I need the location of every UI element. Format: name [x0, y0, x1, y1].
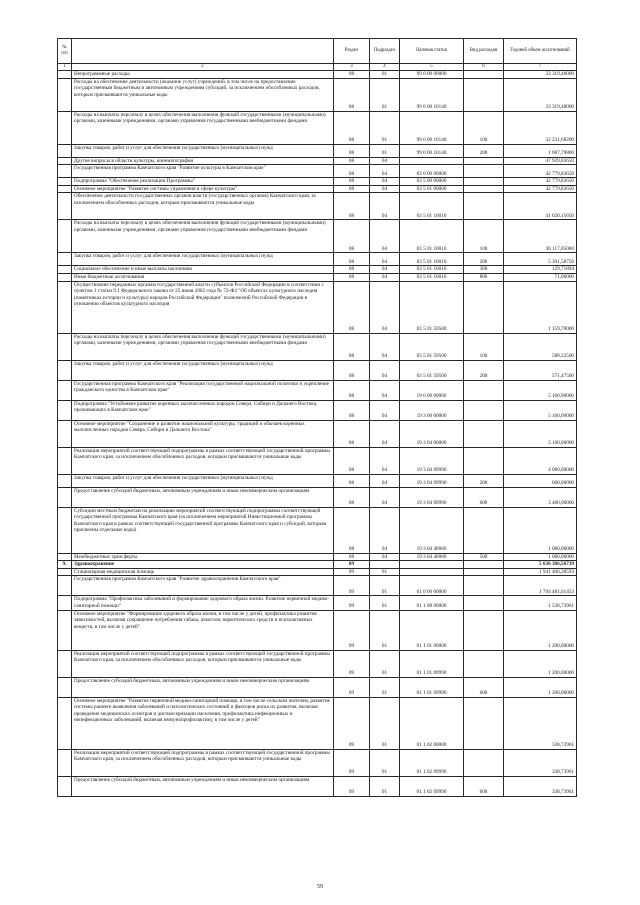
row-razdel: 09: [334, 568, 370, 576]
row-csr: 19 3 04 00000: [400, 420, 464, 447]
row-csr: 03 5 01 10010: [400, 253, 464, 266]
row-razdel: 08: [334, 281, 370, 333]
row-razdel: 08: [334, 185, 370, 193]
row-number: [58, 281, 72, 333]
row-podrazdel: 04: [370, 420, 400, 447]
row-name: Закупка товаров, работ и услуг для обеспечения государственных (муниципальных) нужд: [72, 360, 334, 380]
row-number: [58, 596, 72, 610]
row-name: Стационарная медицинская помощь: [72, 568, 334, 576]
row-razdel: 08: [334, 400, 370, 420]
row-csr: 03 5 01 59500: [400, 360, 464, 380]
row-number: [58, 447, 72, 474]
row-vr: [464, 400, 504, 420]
row-razdel: 09: [334, 561, 370, 569]
row-razdel: 08: [334, 333, 370, 360]
row-razdel: 08: [334, 273, 370, 281]
table-row: [58, 333, 577, 360]
row-number: [58, 333, 72, 360]
row-csr: 03 5 00 00000: [400, 178, 464, 186]
row-name: Подпрограмма "Профилактика заболеваний и формирование здорового образа жизни. Развитие первичной медико-санитарной помощи": [72, 596, 334, 610]
row-name: Иные бюджетные ассигнования: [72, 273, 334, 281]
table-row: [58, 447, 577, 474]
row-number: [58, 400, 72, 420]
row-sum: 1 941 406,28593: [504, 568, 577, 576]
row-vr: [464, 71, 504, 79]
row-number: [58, 157, 72, 165]
row-razdel: 08: [334, 380, 370, 400]
row-name: Подпрограмма "Устойчивое развитие коренных малочисленных народов Севера, Сибири и Дальнего Востока, проживающих в Камчатском крае": [72, 400, 334, 420]
row-name: Основное мероприятие "Развитие системы управления в сфере культуры": [72, 185, 334, 193]
table-row: [58, 568, 577, 576]
table-row: [58, 178, 577, 186]
table-row: [58, 220, 577, 253]
row-number: [58, 273, 72, 281]
row-name: Государственная программа Камчатского края "Реализация государственной национальной политики и укрепление гражданского единства в Камчатском крае": [72, 380, 334, 400]
colnum-1: 1: [58, 64, 72, 71]
row-razdel: 08: [334, 178, 370, 186]
row-csr: 03 5 01 10010: [400, 273, 464, 281]
row-name: Государственная программа Камчатского края "Развитие здравоохранения Камчатского края": [72, 576, 334, 596]
table-row: [58, 561, 577, 569]
row-sum: 42 779,83650: [504, 165, 577, 178]
row-podrazdel: 04: [370, 474, 400, 487]
row-sum: 1 538,73961: [504, 596, 577, 610]
row-razdel: 08: [334, 447, 370, 474]
row-number: [58, 568, 72, 576]
row-number: [58, 360, 72, 380]
row-sum: 588,22500: [504, 333, 577, 360]
row-csr: 19 3 00 00000: [400, 400, 464, 420]
row-number: [58, 111, 72, 144]
row-csr: 03 5 01 10010: [400, 266, 464, 274]
row-vr: [464, 157, 504, 165]
row-number: [58, 165, 72, 178]
row-csr: 03 5 01 59500: [400, 281, 464, 333]
row-sum: 42 779,83650: [504, 178, 577, 186]
table-body: [58, 71, 577, 797]
table-row: [58, 165, 577, 178]
row-number: [58, 253, 72, 266]
row-name: Государственная программа Камчатского края "Развитие культуры в Камчатском крае": [72, 165, 334, 178]
row-vr: 200: [464, 144, 504, 157]
table-row: [58, 78, 577, 111]
row-razdel: 09: [334, 596, 370, 610]
row-number: [58, 507, 72, 553]
row-razdel: 08: [334, 507, 370, 553]
row-podrazdel: 04: [370, 193, 400, 220]
row-razdel: 08: [334, 220, 370, 253]
row-sum: 33 319,48000: [504, 78, 577, 111]
row-sum: 71,00000: [504, 273, 577, 281]
row-podrazdel: 01: [370, 677, 400, 697]
budget-table: [57, 38, 577, 797]
row-podrazdel: 04: [370, 273, 400, 281]
row-name: Расходы на обеспечение деятельности (оказание услуг) учреждений, в том числе на предоставление государственным бюджетным и автономным учреждениям субсидий, за исключением обособленных расходов, которым присваиваются уникальные коды: [72, 78, 334, 111]
row-podrazdel: 01: [370, 610, 400, 650]
table-row: [58, 596, 577, 610]
row-sum: 1 087,79800: [504, 144, 577, 157]
row-name: Непрограммные расходы: [72, 71, 334, 79]
row-vr: 300: [464, 266, 504, 274]
row-vr: 100: [464, 111, 504, 144]
row-name: Социальное обеспечение и иные выплаты населению: [72, 266, 334, 274]
row-csr: 01 1 02 09990: [400, 776, 464, 796]
row-podrazdel: 01: [370, 568, 400, 576]
row-name: Обеспечение деятельности государственных органов власти (государственных органов) Камчатского края, за исключением обособленных расходов, которым присваиваются уникальные коды: [72, 193, 334, 220]
row-vr: [464, 193, 504, 220]
row-number: [58, 487, 72, 507]
table-row: [58, 185, 577, 193]
table-row: [58, 281, 577, 333]
row-podrazdel: 01: [370, 650, 400, 677]
row-number: [58, 193, 72, 220]
row-podrazdel: 04: [370, 507, 400, 553]
row-vr: 500: [464, 553, 504, 561]
row-number: [58, 220, 72, 253]
table-row: [58, 400, 577, 420]
row-vr: 100: [464, 333, 504, 360]
row-vr: [464, 507, 504, 553]
row-csr: 99 0 00 10140: [400, 78, 464, 111]
table-row: [58, 553, 577, 561]
row-name: Другие вопросы в области культуры, кинематографии: [72, 157, 334, 165]
row-razdel: 08: [334, 360, 370, 380]
row-csr: 01 0 00 00000: [400, 576, 464, 596]
row-podrazdel: 04: [370, 281, 400, 333]
row-csr: 99 0 00 10140: [400, 144, 464, 157]
row-csr: [400, 568, 464, 576]
row-podrazdel: 04: [370, 400, 400, 420]
row-sum: 338,73961: [504, 697, 577, 749]
row-razdel: 08: [334, 193, 370, 220]
row-sum: 5 301,58756: [504, 253, 577, 266]
row-name: Межбюджетные трансферты: [72, 553, 334, 561]
row-sum: 5 160,00000: [504, 380, 577, 400]
row-razdel: 09: [334, 650, 370, 677]
header-podrazdel: Подраздел: [370, 39, 400, 64]
row-csr: 03 0 00 00000: [400, 165, 464, 178]
row-sum: 4 080,00000: [504, 447, 577, 474]
table-row: [58, 157, 577, 165]
row-csr: 01 1 02 00000: [400, 697, 464, 749]
row-name: Основное мероприятие "Сохранение и развитие национальной культуры, традиций и обычаев коренных малочисленных народов Севера, Сибири и Дальнего Востока": [72, 420, 334, 447]
row-csr: 03 5 01 00000: [400, 185, 464, 193]
row-podrazdel: 01: [370, 71, 400, 79]
row-number: [58, 420, 72, 447]
row-sum: 1 080,00000: [504, 507, 577, 553]
row-sum: 1 159,70000: [504, 281, 577, 333]
row-csr: 99 0 00 10140: [400, 111, 464, 144]
table-row: [58, 576, 577, 596]
row-podrazdel: 04: [370, 253, 400, 266]
row-sum: 3 480,00000: [504, 487, 577, 507]
row-vr: [464, 281, 504, 333]
table-row: [58, 507, 577, 553]
row-sum: 32 231,68200: [504, 111, 577, 144]
row-razdel: 08: [334, 78, 370, 111]
row-number: [58, 78, 72, 111]
table-row: [58, 749, 577, 776]
row-razdel: 08: [334, 144, 370, 157]
row-name: Здравоохранение: [72, 561, 334, 569]
row-sum: 5 160,00000: [504, 400, 577, 420]
row-podrazdel: 01: [370, 78, 400, 111]
row-name: Основное мероприятие "Развитие первичной медико-санитарной помощи, в том числе сельским жителям, развитие системы раннего выявления заболеваний и патологических состояний и факторов риска их развития, включая проведение медицинских осмотров и диспансеризации населения, профилактика инфекционных и неинфекционных заболеваний, включая иммунопрофилактику, в том числе у детей": [72, 697, 334, 749]
table-row: [58, 610, 577, 650]
column-number-row: [58, 64, 577, 71]
header-num: № п/п: [58, 39, 72, 64]
row-csr: 19 0 00 00000: [400, 380, 464, 400]
row-number: [58, 749, 72, 776]
row-sum: 1 200,00000: [504, 610, 577, 650]
table-row: [58, 266, 577, 274]
row-vr: [464, 380, 504, 400]
row-podrazdel: 04: [370, 447, 400, 474]
colnum-3: 3: [334, 64, 370, 71]
table-row: [58, 380, 577, 400]
row-vr: 200: [464, 360, 504, 380]
row-razdel: 08: [334, 474, 370, 487]
row-podrazdel: 01: [370, 776, 400, 796]
row-csr: 03 5 01 10010: [400, 220, 464, 253]
header-name: [72, 39, 334, 64]
row-csr: 19 3 04 09990: [400, 447, 464, 474]
row-sum: 36 117,85000: [504, 220, 577, 253]
row-sum: 42 779,83650: [504, 185, 577, 193]
table-row: [58, 253, 577, 266]
row-vr: [464, 568, 504, 576]
row-name: Закупка товаров, работ и услуг для обеспечения государственных (муниципальных) нужд: [72, 144, 334, 157]
header-csr: Целевая статья: [400, 39, 464, 64]
colnum-2: 2: [72, 64, 334, 71]
row-vr: 600: [464, 487, 504, 507]
header-sum: Годовой объем ассигнований: [504, 39, 577, 64]
table-header-row: [58, 39, 577, 64]
table-row: [58, 360, 577, 380]
row-razdel: 08: [334, 165, 370, 178]
row-name: Основное мероприятие "Формирование здорового образа жизни, в том числе у детей, профилактика развития зависимостей, включая сокращение потребления табака, алкоголя, наркотических средств и психоактивных веществ, в том числе у детей": [72, 610, 334, 650]
row-number: [58, 576, 72, 596]
row-number: [58, 144, 72, 157]
row-name: Закупка товаров, работ и услуг для обеспечения государственных (муниципальных) нужд: [72, 253, 334, 266]
table-row: [58, 111, 577, 144]
row-name: Расходы на выплаты персоналу в целях обеспечения выполнения функций государственными (муниципальными) органами, казенными учреждениями, органами управления государственными внебюджетными фондами: [72, 220, 334, 253]
table-row: [58, 487, 577, 507]
budget-table-sheet: [57, 38, 576, 797]
row-csr: [400, 157, 464, 165]
colnum-7: 7: [504, 64, 577, 71]
row-razdel: 08: [334, 71, 370, 79]
row-csr: 03 5 01 59500: [400, 333, 464, 360]
row-podrazdel: 04: [370, 185, 400, 193]
row-number: [58, 185, 72, 193]
row-sum: 5 160,00000: [504, 420, 577, 447]
row-name: Предоставление субсидий бюджетным, автономным учреждениям и иным некоммерческим организациям: [72, 776, 334, 796]
row-razdel: 08: [334, 253, 370, 266]
row-name: Расходы на выплаты персоналу в целях обеспечения выполнения функций государственными (муниципальными) органами, казенными учреждениями, органами управления государственными внебюджетными фондами: [72, 111, 334, 144]
row-podrazdel: 04: [370, 220, 400, 253]
row-number: [58, 610, 72, 650]
row-vr: 100: [464, 220, 504, 253]
row-number: [58, 776, 72, 796]
row-csr: [400, 561, 464, 569]
row-razdel: 09: [334, 776, 370, 796]
row-name: Предоставление субсидий бюджетным, автономным учреждениям и иным некоммерческим организациям: [72, 487, 334, 507]
table-row: [58, 193, 577, 220]
row-podrazdel: 04: [370, 157, 400, 165]
row-vr: [464, 561, 504, 569]
row-csr: 01 1 00 00000: [400, 596, 464, 610]
row-vr: 200: [464, 474, 504, 487]
row-number: 9.: [58, 561, 72, 569]
row-vr: [464, 78, 504, 111]
row-number: [58, 71, 72, 79]
table-row: [58, 144, 577, 157]
row-podrazdel: 04: [370, 165, 400, 178]
table-row: [58, 71, 577, 79]
row-vr: [464, 596, 504, 610]
row-name: Подпрограмма "Обеспечение реализации Программы": [72, 178, 334, 186]
row-sum: 1 200,00000: [504, 677, 577, 697]
row-number: [58, 178, 72, 186]
row-csr: 19 3 04 09990: [400, 474, 464, 487]
header-vr: Вид расходов: [464, 39, 504, 64]
row-sum: 129,71894: [504, 266, 577, 274]
row-number: [58, 553, 72, 561]
row-vr: 600: [464, 677, 504, 697]
row-podrazdel: 01: [370, 111, 400, 144]
row-podrazdel: 04: [370, 553, 400, 561]
row-number: [58, 650, 72, 677]
page-number: 59: [317, 884, 323, 890]
row-razdel: 09: [334, 677, 370, 697]
row-podrazdel: 01: [370, 576, 400, 596]
row-vr: [464, 185, 504, 193]
row-name: Реализация мероприятий соответствующей подпрограммы в рамках соответствующей государственной программы Камчатского края, за исключением обособленных расходов, которым присваиваются уникальные коды: [72, 749, 334, 776]
row-razdel: 08: [334, 111, 370, 144]
row-razdel: 08: [334, 553, 370, 561]
row-razdel: 08: [334, 266, 370, 274]
row-number: [58, 380, 72, 400]
row-vr: [464, 610, 504, 650]
row-razdel: 09: [334, 576, 370, 596]
row-podrazdel: 04: [370, 487, 400, 507]
row-csr: 01 1 02 09990: [400, 749, 464, 776]
table-row: [58, 677, 577, 697]
row-vr: [464, 420, 504, 447]
table-row: [58, 650, 577, 677]
row-csr: 01 1 01 09990: [400, 650, 464, 677]
row-csr: 19 3 04 40060: [400, 553, 464, 561]
row-number: [58, 266, 72, 274]
row-sum: 1 200,00000: [504, 650, 577, 677]
row-name: Субсидии местным бюджетам на реализацию мероприятий соответствующей подпрограммы соответствующей государственной программы Камчатского края (за исключением мероприятий Инвестиционной программы Камчатского края в рамках соответствующей государственной программы Камчатского края и субсидий, которым присвоены отдельные коды): [72, 507, 334, 553]
row-sum: 600,00000: [504, 474, 577, 487]
row-sum: 338,73961: [504, 776, 577, 796]
row-name: Реализация мероприятий соответствующей подпрограммы в рамках соответствующей государственной программы Камчатского края, за исключением обособленных расходов, которым присваиваются уникальные коды: [72, 650, 334, 677]
row-vr: [464, 178, 504, 186]
row-csr: 19 3 04 09990: [400, 487, 464, 507]
row-razdel: 08: [334, 420, 370, 447]
table-row: [58, 273, 577, 281]
row-csr: 99 0 00 00000: [400, 71, 464, 79]
row-sum: 338,73961: [504, 749, 577, 776]
row-podrazdel: 01: [370, 596, 400, 610]
row-sum: 5 636 386,56739: [504, 561, 577, 569]
table-row: [58, 776, 577, 796]
row-sum: 41 620,15650: [504, 193, 577, 220]
row-csr: 01 1 01 09990: [400, 677, 464, 697]
header-razdel: Раздел: [334, 39, 370, 64]
row-sum: 1 080,00000: [504, 553, 577, 561]
row-razdel: 08: [334, 487, 370, 507]
row-name: Закупка товаров, работ и услуг для обеспечения государственных (муниципальных) нужд: [72, 474, 334, 487]
row-vr: [464, 576, 504, 596]
table-row: [58, 697, 577, 749]
row-sum: 1 794 481,01453: [504, 576, 577, 596]
row-razdel: 09: [334, 697, 370, 749]
row-sum: 47 939,83650: [504, 157, 577, 165]
row-vr: [464, 749, 504, 776]
row-csr: 19 3 04 40060: [400, 507, 464, 553]
table-row: [58, 420, 577, 447]
row-podrazdel: [370, 561, 400, 569]
row-number: [58, 697, 72, 749]
row-name: Осуществление переданных органам государственной власти субъектов Российской Федерации в соответствии с пунктом 1 статьи 9.1 Федерального закона от 25 июня 2002 года № 73-ФЗ "Об объектах культурного наследия (памятниках истории и культуры) народов Российской Федерации" полномочий Российской Федерации в отношении объектов культурного наследия: [72, 281, 334, 333]
row-podrazdel: 01: [370, 144, 400, 157]
row-csr: 01 1 01 00000: [400, 610, 464, 650]
row-podrazdel: 04: [370, 266, 400, 274]
colnum-5: 5: [400, 64, 464, 71]
row-name: Расходы на выплаты персоналу в целях обеспечения выполнения функций государственными (муниципальными) органами, казенными учреждениями, органами управления государственными внебюджетными фондами: [72, 333, 334, 360]
row-podrazdel: 04: [370, 360, 400, 380]
row-vr: [464, 165, 504, 178]
row-sum: 33 319,48000: [504, 71, 577, 79]
colnum-4: 4: [370, 64, 400, 71]
row-name: Предоставление субсидий бюджетным, автономным учреждениям и иным некоммерческим организациям: [72, 677, 334, 697]
row-razdel: 09: [334, 610, 370, 650]
row-podrazdel: 01: [370, 697, 400, 749]
row-vr: 800: [464, 273, 504, 281]
row-vr: [464, 697, 504, 749]
row-podrazdel: 04: [370, 380, 400, 400]
row-csr: 03 5 01 10010: [400, 193, 464, 220]
table-row: [58, 474, 577, 487]
row-vr: 600: [464, 776, 504, 796]
row-sum: 571,47500: [504, 360, 577, 380]
row-number: [58, 474, 72, 487]
row-vr: 200: [464, 253, 504, 266]
row-vr: [464, 447, 504, 474]
row-razdel: 09: [334, 749, 370, 776]
row-number: [58, 677, 72, 697]
row-podrazdel: 04: [370, 178, 400, 186]
row-razdel: 08: [334, 157, 370, 165]
row-vr: [464, 650, 504, 677]
row-name: Реализация мероприятий соответствующей подпрограммы в рамках соответствующей государственной программы Камчатского края, за исключением обособленных расходов, которым присваиваются уникальные коды: [72, 447, 334, 474]
row-podrazdel: 04: [370, 333, 400, 360]
colnum-6: 6: [464, 64, 504, 71]
row-podrazdel: 01: [370, 749, 400, 776]
